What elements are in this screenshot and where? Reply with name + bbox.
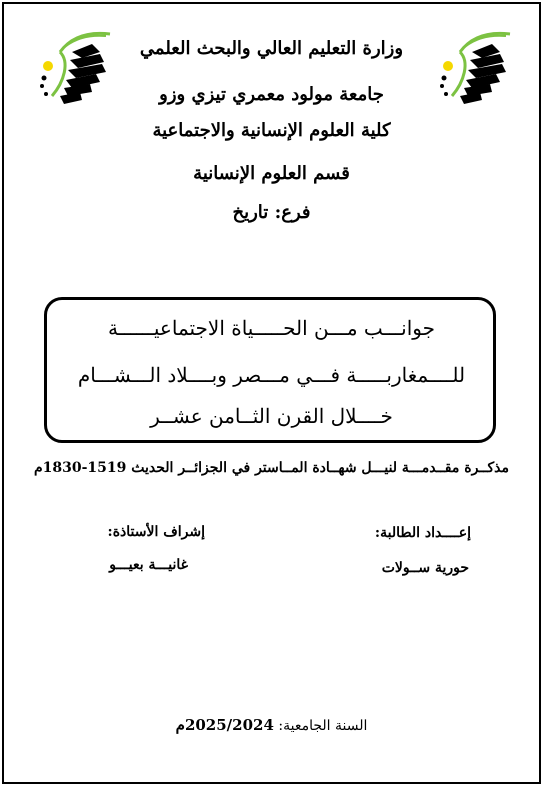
academic-year-value: 2025/2024م <box>175 716 274 734</box>
supervisor-label: إشراف الأستاذة: <box>107 524 205 540</box>
department-name: قسم العلوم الإنسانية <box>193 163 350 184</box>
ministry-name: وزارة التعليم العالي والبحث العلمي <box>139 38 404 59</box>
thesis-title-line-1: جوانـــب مـــن الحـــــياة الاجتماعيــــــة <box>108 316 435 340</box>
thesis-title-line-3: خــــلال القرن الثــامن عشــر <box>150 404 393 428</box>
branch-name: فرع: تاريخ <box>232 202 311 223</box>
academic-year <box>0 716 543 734</box>
thesis-title-line-2: للــــمغاربـــــة فـــي مـــصر وبــــلاد الـــشـــام <box>77 363 466 387</box>
prepared-by-label: إعــــداد الطالبة: <box>374 525 471 541</box>
faculty-name: كلية العلوم الإنسانية والاجتماعية <box>152 120 391 141</box>
university-name: جامعة مولود معمري تيزي وزو <box>159 84 384 105</box>
academic-year-label: السنة الجامعية: <box>278 718 368 734</box>
supervisor-name: غانيـــة بعيـــو <box>109 557 188 573</box>
memo-description: مذكــرة مقــدمـــة لنيـــل شهــادة المــاستر في الجزائــر الحديث 1519-1830م <box>33 460 510 476</box>
student-name: حورية ســولات <box>381 560 469 576</box>
